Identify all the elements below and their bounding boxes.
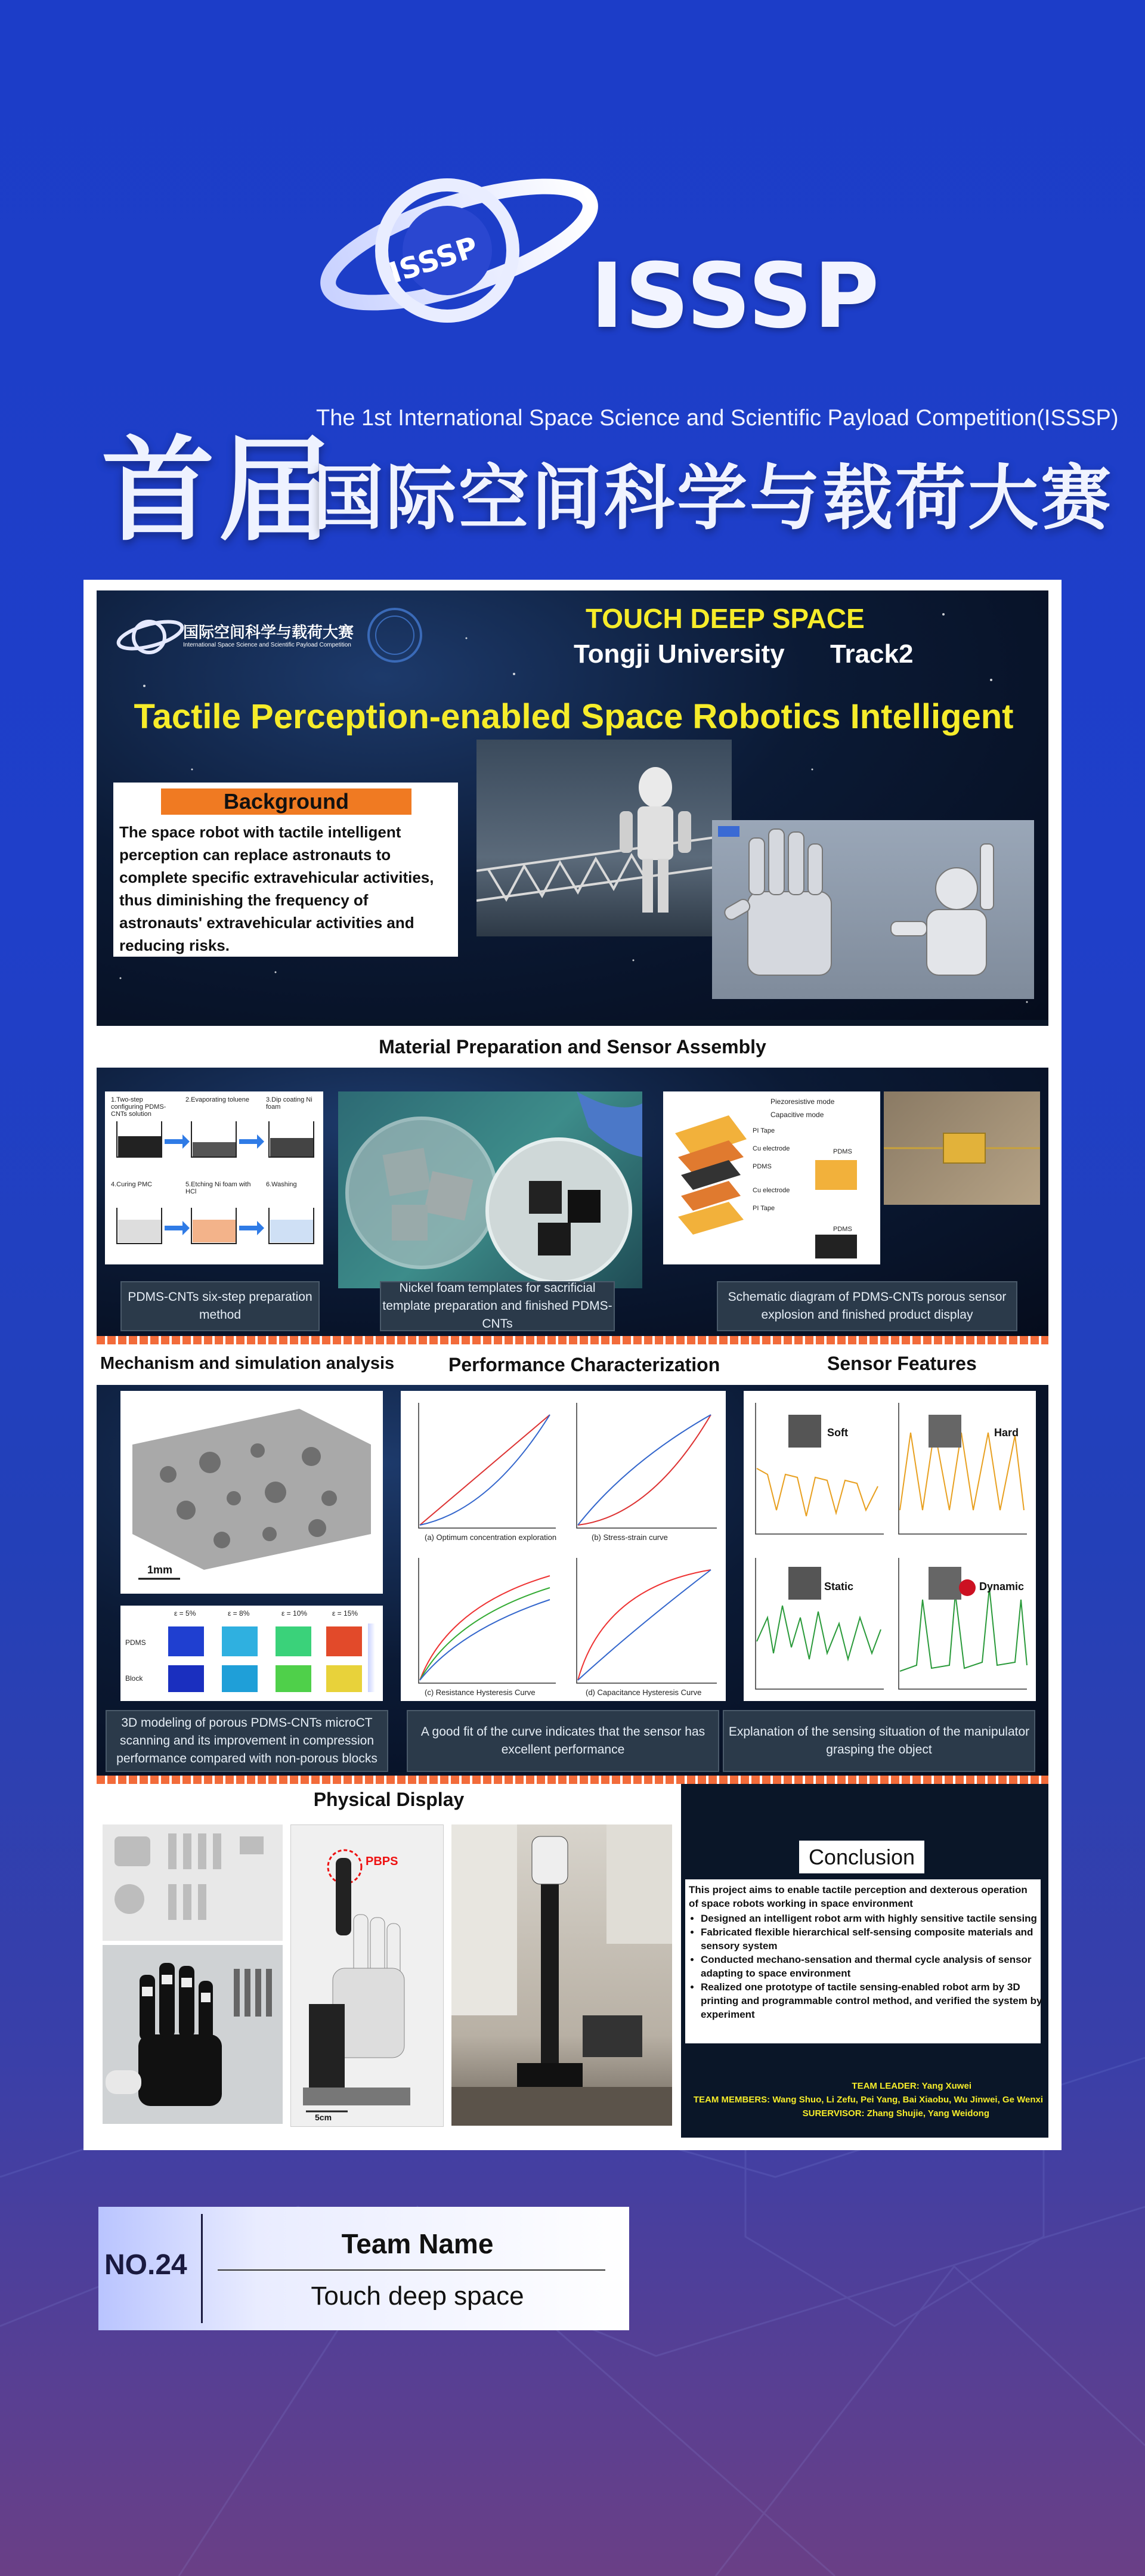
printed-parts-illustration [103,1824,283,1941]
team-members: TEAM MEMBERS: Wang Shuo, Li Zefu, Pei Yang, Bai Xiaobu, Wu Jinwei, Ge Wenxi [693,2095,1043,2105]
perf-caption-d: (d) Capacitance Hysteresis Curve [586,1688,702,1697]
robot-hand-model [712,820,1034,999]
section-material-body [97,1068,1048,1336]
cn-prefix: 首届 [101,425,336,556]
conclusion-title: Conclusion [808,1845,915,1869]
background-text: The space robot with tactile intelligent perception can replace astronauts to complete specific extravehicular activities, thus diminishing the frequency of astronauts' extravehicular activities and reducing risks. [119,823,434,954]
prep-step-3: 3.Dip coating Ni foam [266,1096,312,1111]
caption-performance: A good fit of the curve indicates that the sensor has excellent performance [407,1710,719,1772]
sensor-mode-piezo: Piezoresistive mode [770,1097,835,1106]
prep-step-1: 1.Two-step configuring PDMS-CNTs solution [111,1096,166,1118]
prep-method-diagram [105,1091,323,1264]
background-label: Background [161,788,411,815]
sensor-layer-pi-tape-bottom: PI Tape [753,1205,775,1212]
row-label-pdms: PDMS [125,1638,146,1647]
perf-caption-a: (a) Optimum concentration exploration [425,1533,557,1542]
physical-display-title: Physical Display [313,1789,465,1810]
conclusion-point: • Realized one prototype of tactile sensing-enabled robot arm by 3D printing and programmable control method, and verified the system by experiment [701,1980,1048,2021]
sensor-layer-pdms: PDMS [753,1163,772,1170]
prep-step-4: 4.Curing PMC [111,1181,153,1188]
prep-step-6: 6.Washing [266,1181,297,1188]
small-logo-en: International Space Science and Scientific Payload Competition [183,642,351,648]
glove-assembly-photo [103,1945,283,2124]
university-name: Tongji University [574,639,785,669]
supervisor: SURERVISOR: Zhang Shujie, Yang Weidong [802,2108,989,2119]
project-poster [83,580,1062,2150]
robot-arm-illustration [451,1824,672,2126]
strain-label-5: ε = 5% [174,1609,196,1618]
competition-cn-title: 国际空间科学与载荷大赛 [313,457,1114,539]
team-number: NO.24 [104,2249,187,2281]
caption-features: Explanation of the sensing situation of the manipulator grasping the object [723,1710,1035,1772]
small-logo-emblem [114,608,186,662]
caption-nickel-foam: Nickel foam templates for sacrificial template preparation and finished PDMS-CNTs [380,1281,615,1331]
section-material-header [97,1026,1048,1068]
conclusion-point: • Designed an intelligent robot arm with highly sensitive tactile sensing [701,1912,1048,1925]
section-analysis-header [97,1344,1048,1385]
prep-step-5: 5.Etching Ni foam with HCl [185,1181,251,1195]
team-leader: TEAM LEADER: Yang Xuwei [852,2081,971,2091]
section-analysis-body [97,1385,1048,1776]
product-label-bottom: PDMS [833,1226,852,1233]
feature-hard: Hard [994,1427,1019,1439]
glove-illustration [103,1945,283,2124]
microct-model-panel [120,1391,383,1594]
petri-dish-illustration [338,1091,642,1288]
competition-en-title: The 1st International Space Science and Scientific Payload Competition(ISSSP) [316,406,1119,431]
sensor-layer-cu-top: Cu electrode [753,1145,790,1152]
hand-illustration [712,820,1034,999]
sensor-mode-capacitive: Capacitive mode [770,1111,824,1119]
nickel-foam-photo [338,1091,642,1288]
performance-charts-panel [401,1391,726,1701]
logo-ring-text: ISSSP [385,230,482,290]
robot-truss-illustration [476,740,732,936]
prep-step-graphics [105,1091,323,1264]
section-display-body [97,1784,1048,2138]
sensor-explosion-diagram [663,1091,880,1264]
divider-zigzag-1 [97,1336,1048,1344]
conclusion-point: • Fabricated flexible hierarchical self-sensing composite materials and sensory system [701,1925,1048,1953]
conclusion-title-box [799,1841,924,1873]
robot-arm-lab-photo [451,1824,672,2126]
robot-hand-prototype-photo [290,1824,444,2127]
logo-wordmark: ISSSP [590,245,881,348]
caption-sensor-diagram: Schematic diagram of PDMS-CNTs porous sensor explosion and finished product display [717,1281,1017,1331]
feature-soft: Soft [827,1427,848,1439]
conclusion-intro: This project aims to enable tactile perception and dexterous operation of space robots working in space environment [689,1884,1028,1909]
performance-curves [401,1391,726,1701]
project-name: TOUCH DEEP SPACE [586,603,865,634]
col-mechanism-title: Mechanism and simulation analysis [100,1354,395,1373]
caption-prep-method: PDMS-CNTs six-step preparation method [120,1281,320,1331]
prototype-hand-illustration [291,1825,443,2126]
sensor-layer-graphics [663,1091,880,1264]
scale-bar-5cm: 5cm [315,2113,332,2122]
perf-caption-c: (c) Resistance Hysteresis Curve [425,1688,536,1697]
product-label-top: PDMS [833,1148,852,1155]
sensor-product-illustration [884,1091,1040,1205]
perf-caption-b: (b) Stress-strain curve [592,1533,668,1542]
col-performance-title: Performance Characterization [448,1354,720,1375]
competition-logo-small [114,608,419,662]
compression-sim-panel [120,1606,383,1701]
scale-bar-1mm: 1mm [147,1564,173,1576]
feature-dynamic: Dynamic [979,1581,1025,1592]
sensor-product-photo [884,1091,1040,1205]
background-box [113,783,458,957]
conclusion-region [684,1784,1048,2138]
space-robot-photo [476,740,732,936]
poster-title: Tactile Perception-enabled Space Robotics Intelligent [134,697,1014,736]
track-label: Track2 [830,639,914,669]
team-card-rule [218,2269,605,2271]
feature-static: Static [824,1581,854,1592]
poster-banner [97,590,1048,1020]
divider-zigzag-2 [97,1776,1048,1784]
row-label-block: Block [125,1674,143,1683]
team-card-divider [201,2214,203,2323]
university-seal [365,605,425,665]
pbps-label: PBPS [366,1855,398,1868]
porous-model-illustration [120,1391,383,1594]
strain-label-8: ε = 8% [228,1609,250,1618]
section-material-title: Material Preparation and Sensor Assembly [379,1036,766,1057]
prep-step-2: 2.Evaporating toluene [185,1096,250,1103]
team-card [98,2207,629,2330]
team-name-label: Team Name [341,2228,494,2259]
sensor-features-panel [744,1391,1036,1701]
small-logo-cn: 国际空间科学与载荷大赛 [183,623,354,641]
team-name-value: Touch deep space [311,2281,524,2311]
strain-label-10: ε = 10% [281,1609,308,1618]
conclusion-box [685,1879,1041,2043]
sensor-layer-cu-bottom: Cu electrode [753,1187,790,1194]
conclusion-point: • Conducted mechano-sensation and thermal cycle analysis of sensor adapting to space environment [701,1953,1048,1980]
strain-label-15: ε = 15% [332,1609,358,1618]
conclusion-list [689,1912,1048,2021]
feature-signal-plots [744,1391,1036,1701]
caption-mechanism: 3D modeling of porous PDMS-CNTs microCT scanning and its improvement in compression performance compared with non-porous blocks [106,1710,388,1772]
printed-parts-photo [103,1824,283,1941]
team-credits [684,2079,1043,2120]
fem-cubes [120,1606,383,1701]
col-features-title: Sensor Features [827,1353,977,1374]
physical-display-panel [97,1784,681,2138]
sensor-layer-pi-tape-top: PI Tape [753,1127,775,1134]
poster-inner [97,590,1048,2138]
